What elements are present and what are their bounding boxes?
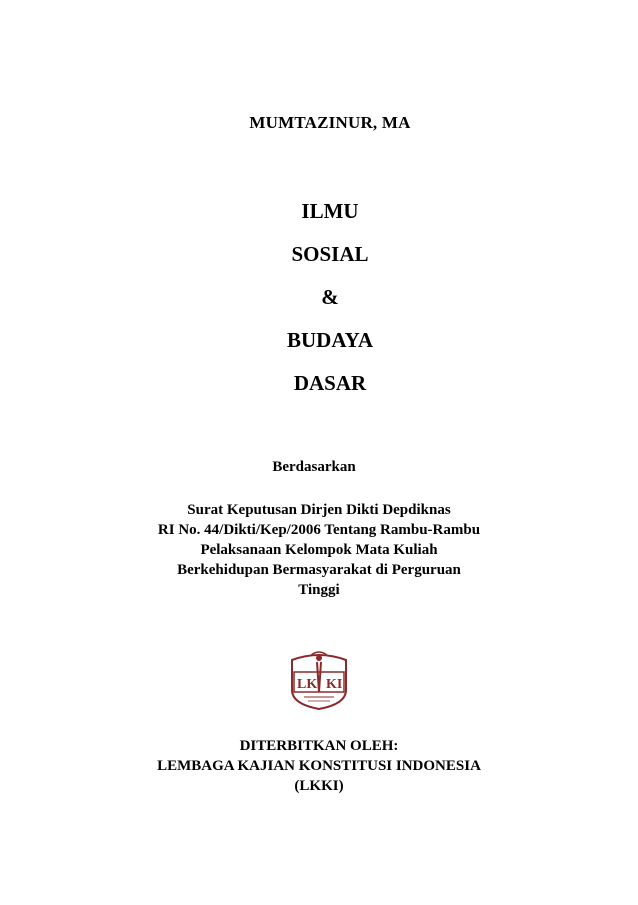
basis-line-4: Berkehidupan Bermasyarakat di Perguruan [177, 562, 461, 578]
basis-heading: Berdasarkan [272, 459, 356, 475]
basis-line-1: Surat Keputusan Dirjen Dikti Depdiknas [187, 502, 451, 518]
publisher-label: DITERBITKAN OLEH: [239, 738, 399, 754]
basis-decree-text [0, 500, 638, 600]
basis-line-2: RI No. 44/Dikti/Kep/2006 Tentang Rambu-Rambu [157, 522, 481, 538]
basis-line-5: Tinggi [298, 582, 340, 598]
title-line-3: & [321, 285, 339, 309]
title-line-2: SOSIAL [291, 242, 369, 266]
title-line-1: ILMU [301, 199, 359, 223]
book-title [0, 197, 638, 412]
lkki-emblem-icon [286, 646, 352, 712]
publisher-name: LEMBAGA KAJIAN KONSTITUSI INDONESIA [157, 758, 481, 774]
svg-text:KI: KI [326, 677, 343, 692]
publisher-block [0, 736, 638, 796]
title-line-5: DASAR [293, 371, 367, 395]
svg-text:LK: LK [297, 677, 318, 692]
basis-line-3: Pelaksanaan Kelompok Mata Kuliah [200, 542, 438, 558]
title-line-4: BUDAYA [287, 328, 373, 352]
author-name: MUMTAZINUR, MA [249, 113, 411, 132]
publisher-abbr: (LKKI) [294, 778, 344, 794]
